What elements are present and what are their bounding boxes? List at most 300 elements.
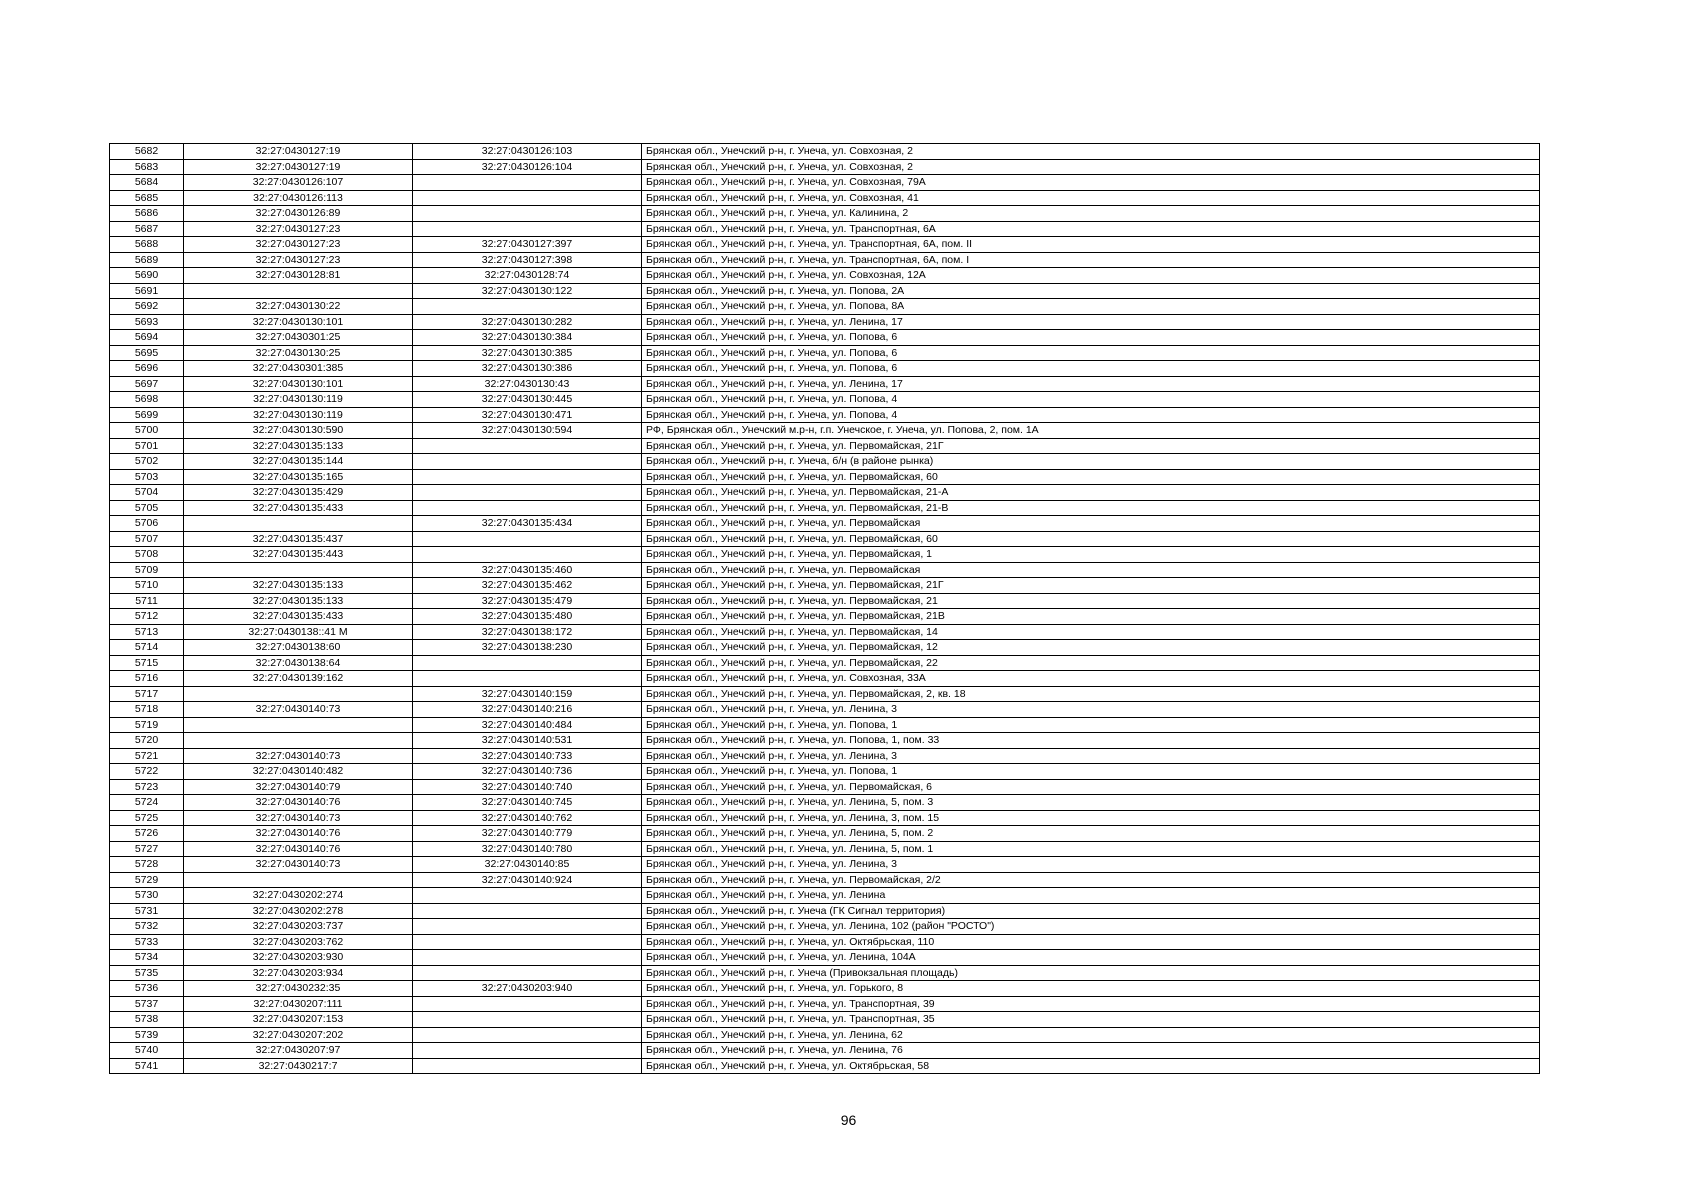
table-row bbox=[110, 609, 1540, 625]
address-cell: Брянская обл., Унечский р-н, г. Унеча, ул. Октябрьская, 110 bbox=[642, 934, 1540, 950]
object-number-cell: 32:27:0430140:159 bbox=[413, 686, 642, 702]
object-number-cell: 32:27:0430140:924 bbox=[413, 872, 642, 888]
parcel-number-cell: 32:27:0430130:101 bbox=[184, 314, 413, 330]
address-cell: Брянская обл., Унечский р-н, г. Унеча, ул. Первомайская, 1 bbox=[642, 547, 1540, 563]
object-number-cell: 32:27:0430138:230 bbox=[413, 640, 642, 656]
object-number-cell: 32:27:0430140:779 bbox=[413, 826, 642, 842]
address-cell: Брянская обл., Унечский р-н, г. Унеча, ул. Первомайская bbox=[642, 516, 1540, 532]
row-number-cell: 5733 bbox=[110, 934, 184, 950]
parcel-number-cell: 32:27:0430140:79 bbox=[184, 779, 413, 795]
address-cell: Брянская обл., Унечский р-н, г. Унеча, ул. Ленина, 17 bbox=[642, 314, 1540, 330]
parcel-number-cell: 32:27:0430127:19 bbox=[184, 159, 413, 175]
parcel-number-cell: 32:27:0430203:934 bbox=[184, 965, 413, 981]
parcel-number-cell: 32:27:0430127:23 bbox=[184, 252, 413, 268]
row-number-cell: 5697 bbox=[110, 376, 184, 392]
parcel-number-cell: 32:27:0430232:35 bbox=[184, 981, 413, 997]
table-row bbox=[110, 159, 1540, 175]
table-row bbox=[110, 857, 1540, 873]
object-number-cell: 32:27:0430130:43 bbox=[413, 376, 642, 392]
table-row bbox=[110, 919, 1540, 935]
table-row bbox=[110, 965, 1540, 981]
table-row bbox=[110, 469, 1540, 485]
parcel-number-cell: 32:27:0430138::41 М bbox=[184, 624, 413, 640]
object-number-cell: 32:27:0430140:216 bbox=[413, 702, 642, 718]
parcel-number-cell: 32:27:0430140:73 bbox=[184, 857, 413, 873]
row-number-cell: 5685 bbox=[110, 190, 184, 206]
parcel-number-cell: 32:27:0430126:107 bbox=[184, 175, 413, 191]
row-number-cell: 5693 bbox=[110, 314, 184, 330]
object-number-cell: 32:27:0430140:780 bbox=[413, 841, 642, 857]
table-row bbox=[110, 423, 1540, 439]
row-number-cell: 5682 bbox=[110, 144, 184, 160]
row-number-cell: 5698 bbox=[110, 392, 184, 408]
row-number-cell: 5687 bbox=[110, 221, 184, 237]
page-number: 96 bbox=[840, 1112, 857, 1128]
row-number-cell: 5719 bbox=[110, 717, 184, 733]
object-number-cell bbox=[413, 469, 642, 485]
table-row bbox=[110, 314, 1540, 330]
parcel-number-cell: 32:27:0430217:7 bbox=[184, 1058, 413, 1074]
parcel-number-cell: 32:27:0430128:81 bbox=[184, 268, 413, 284]
object-number-cell: 32:27:0430203:940 bbox=[413, 981, 642, 997]
address-cell: Брянская обл., Унечский р-н, г. Унеча, ул. Ленина, 3 bbox=[642, 857, 1540, 873]
table-row bbox=[110, 500, 1540, 516]
address-cell: Брянская обл., Унечский р-н, г. Унеча, ул. Ленина, 104А bbox=[642, 950, 1540, 966]
parcel-number-cell: 32:27:0430135:433 bbox=[184, 500, 413, 516]
address-cell: РФ, Брянская обл., Унечский м.р-н, г.п. Унечское, г. Унеча, ул. Попова, 2, пом. 1А bbox=[642, 423, 1540, 439]
object-number-cell bbox=[413, 1027, 642, 1043]
table-row bbox=[110, 872, 1540, 888]
object-number-cell bbox=[413, 1058, 642, 1074]
table-row bbox=[110, 516, 1540, 532]
object-number-cell bbox=[413, 919, 642, 935]
table-row bbox=[110, 299, 1540, 315]
object-number-cell: 32:27:0430126:104 bbox=[413, 159, 642, 175]
table-row bbox=[110, 407, 1540, 423]
row-number-cell: 5731 bbox=[110, 903, 184, 919]
address-cell: Брянская обл., Унечский р-н, г. Унеча, ул. Первомайская, 21-В bbox=[642, 500, 1540, 516]
parcel-number-cell: 32:27:0430139:162 bbox=[184, 671, 413, 687]
address-cell: Брянская обл., Унечский р-н, г. Унеча, ул. Совхозная, 33А bbox=[642, 671, 1540, 687]
table-row bbox=[110, 376, 1540, 392]
row-number-cell: 5715 bbox=[110, 655, 184, 671]
table-row bbox=[110, 826, 1540, 842]
address-cell: Брянская обл., Унечский р-н, г. Унеча, ул. Первомайская, 14 bbox=[642, 624, 1540, 640]
object-number-cell: 32:27:0430126:103 bbox=[413, 144, 642, 160]
parcel-number-cell: 32:27:0430135:433 bbox=[184, 609, 413, 625]
table-row bbox=[110, 640, 1540, 656]
parcel-number-cell: 32:27:0430130:119 bbox=[184, 407, 413, 423]
row-number-cell: 5737 bbox=[110, 996, 184, 1012]
address-cell: Брянская обл., Унечский р-н, г. Унеча, ул. Первомайская, 21 bbox=[642, 593, 1540, 609]
address-cell: Брянская обл., Унечский р-н, г. Унеча, ул. Попова, 6 bbox=[642, 361, 1540, 377]
parcel-number-cell: 32:27:0430135:443 bbox=[184, 547, 413, 563]
address-cell: Брянская обл., Унечский р-н, г. Унеча, ул. Первомайская, 60 bbox=[642, 531, 1540, 547]
row-number-cell: 5727 bbox=[110, 841, 184, 857]
row-number-cell: 5701 bbox=[110, 438, 184, 454]
row-number-cell: 5730 bbox=[110, 888, 184, 904]
address-cell: Брянская обл., Унечский р-н, г. Унеча, ул. Ленина, 3, пом. 15 bbox=[642, 810, 1540, 826]
table-row bbox=[110, 671, 1540, 687]
parcel-number-cell: 32:27:0430127:19 bbox=[184, 144, 413, 160]
parcel-number-cell: 32:27:0430135:133 bbox=[184, 438, 413, 454]
object-number-cell: 32:27:0430130:386 bbox=[413, 361, 642, 377]
table-row bbox=[110, 748, 1540, 764]
object-number-cell bbox=[413, 221, 642, 237]
object-number-cell: 32:27:0430130:384 bbox=[413, 330, 642, 346]
table-row bbox=[110, 934, 1540, 950]
row-number-cell: 5705 bbox=[110, 500, 184, 516]
table-row bbox=[110, 779, 1540, 795]
row-number-cell: 5717 bbox=[110, 686, 184, 702]
object-number-cell bbox=[413, 934, 642, 950]
table-row bbox=[110, 144, 1540, 160]
address-cell: Брянская обл., Унечский р-н, г. Унеча, ул. Попова, 4 bbox=[642, 407, 1540, 423]
object-number-cell bbox=[413, 903, 642, 919]
table-row bbox=[110, 237, 1540, 253]
object-number-cell: 32:27:0430135:462 bbox=[413, 578, 642, 594]
row-number-cell: 5686 bbox=[110, 206, 184, 222]
address-cell: Брянская обл., Унечский р-н, г. Унеча, ул. Первомайская, 21Г bbox=[642, 578, 1540, 594]
row-number-cell: 5699 bbox=[110, 407, 184, 423]
row-number-cell: 5724 bbox=[110, 795, 184, 811]
address-cell: Брянская обл., Унечский р-н, г. Унеча, ул. Попова, 1 bbox=[642, 764, 1540, 780]
object-number-cell: 32:27:0430135:434 bbox=[413, 516, 642, 532]
row-number-cell: 5734 bbox=[110, 950, 184, 966]
parcel-number-cell: 32:27:0430138:60 bbox=[184, 640, 413, 656]
parcel-number-cell: 32:27:0430202:274 bbox=[184, 888, 413, 904]
object-number-cell: 32:27:0430135:480 bbox=[413, 609, 642, 625]
address-cell: Брянская обл., Унечский р-н, г. Унеча, ул. Транспортная, 35 bbox=[642, 1012, 1540, 1028]
parcel-number-cell: 32:27:0430140:482 bbox=[184, 764, 413, 780]
object-number-cell bbox=[413, 888, 642, 904]
address-cell: Брянская обл., Унечский р-н, г. Унеча, ул. Транспортная, 39 bbox=[642, 996, 1540, 1012]
object-number-cell: 32:27:0430140:736 bbox=[413, 764, 642, 780]
object-number-cell bbox=[413, 965, 642, 981]
table-row bbox=[110, 841, 1540, 857]
address-cell: Брянская обл., Унечский р-н, г. Унеча, ул. Ленина, 62 bbox=[642, 1027, 1540, 1043]
parcel-number-cell: 32:27:0430130:22 bbox=[184, 299, 413, 315]
table-row bbox=[110, 578, 1540, 594]
parcel-number-cell: 32:27:0430207:153 bbox=[184, 1012, 413, 1028]
address-cell: Брянская обл., Унечский р-н, г. Унеча, ул. Калинина, 2 bbox=[642, 206, 1540, 222]
object-number-cell bbox=[413, 1012, 642, 1028]
object-number-cell: 32:27:0430127:397 bbox=[413, 237, 642, 253]
address-cell: Брянская обл., Унечский р-н, г. Унеча, ул. Ленина, 76 bbox=[642, 1043, 1540, 1059]
table-row bbox=[110, 1043, 1540, 1059]
table-row bbox=[110, 764, 1540, 780]
parcel-number-cell: 32:27:0430135:437 bbox=[184, 531, 413, 547]
table-row bbox=[110, 733, 1540, 749]
parcel-number-cell: 32:27:0430130:590 bbox=[184, 423, 413, 439]
row-number-cell: 5696 bbox=[110, 361, 184, 377]
parcel-number-cell: 32:27:0430135:144 bbox=[184, 454, 413, 470]
address-cell: Брянская обл., Унечский р-н, г. Унеча, ул. Первомайская, 2, кв. 18 bbox=[642, 686, 1540, 702]
address-cell: Брянская обл., Унечский р-н, г. Унеча, ул. Ленина, 3 bbox=[642, 702, 1540, 718]
row-number-cell: 5707 bbox=[110, 531, 184, 547]
table-row bbox=[110, 190, 1540, 206]
object-number-cell: 32:27:0430140:85 bbox=[413, 857, 642, 873]
row-number-cell: 5738 bbox=[110, 1012, 184, 1028]
address-cell: Брянская обл., Унечский р-н, г. Унеча, ул. Первомайская, 6 bbox=[642, 779, 1540, 795]
address-cell: Брянская обл., Унечский р-н, г. Унеча, ул. Ленина, 3 bbox=[642, 748, 1540, 764]
table-body bbox=[110, 144, 1540, 1074]
parcel-number-cell: 32:27:0430126:113 bbox=[184, 190, 413, 206]
address-cell: Брянская обл., Унечский р-н, г. Унеча, ул. Попова, 1, пом. 33 bbox=[642, 733, 1540, 749]
address-cell: Брянская обл., Унечский р-н, г. Унеча, ул. Транспортная, 6А bbox=[642, 221, 1540, 237]
parcel-number-cell bbox=[184, 717, 413, 733]
object-number-cell: 32:27:0430140:531 bbox=[413, 733, 642, 749]
row-number-cell: 5695 bbox=[110, 345, 184, 361]
parcel-number-cell: 32:27:0430140:73 bbox=[184, 748, 413, 764]
row-number-cell: 5732 bbox=[110, 919, 184, 935]
table-row bbox=[110, 950, 1540, 966]
parcel-number-cell: 32:27:0430140:76 bbox=[184, 795, 413, 811]
object-number-cell: 32:27:0430130:385 bbox=[413, 345, 642, 361]
parcel-number-cell: 32:27:0430301:25 bbox=[184, 330, 413, 346]
row-number-cell: 5690 bbox=[110, 268, 184, 284]
parcel-number-cell: 32:27:0430203:737 bbox=[184, 919, 413, 935]
object-number-cell bbox=[413, 950, 642, 966]
parcel-number-cell: 32:27:0430207:97 bbox=[184, 1043, 413, 1059]
address-cell: Брянская обл., Унечский р-н, г. Унеча, ул. Попова, 4 bbox=[642, 392, 1540, 408]
row-number-cell: 5691 bbox=[110, 283, 184, 299]
row-number-cell: 5741 bbox=[110, 1058, 184, 1074]
address-cell: Брянская обл., Унечский р-н, г. Унеча, ул. Ленина, 5, пом. 1 bbox=[642, 841, 1540, 857]
object-number-cell bbox=[413, 206, 642, 222]
parcel-number-cell bbox=[184, 283, 413, 299]
table-row bbox=[110, 593, 1540, 609]
table-row bbox=[110, 268, 1540, 284]
row-number-cell: 5689 bbox=[110, 252, 184, 268]
table-row bbox=[110, 454, 1540, 470]
table-row bbox=[110, 624, 1540, 640]
row-number-cell: 5694 bbox=[110, 330, 184, 346]
address-cell: Брянская обл., Унечский р-н, г. Унеча, ул. Попова, 8А bbox=[642, 299, 1540, 315]
object-number-cell bbox=[413, 485, 642, 501]
row-number-cell: 5716 bbox=[110, 671, 184, 687]
row-number-cell: 5684 bbox=[110, 175, 184, 191]
row-number-cell: 5709 bbox=[110, 562, 184, 578]
parcel-number-cell: 32:27:0430135:429 bbox=[184, 485, 413, 501]
row-number-cell: 5704 bbox=[110, 485, 184, 501]
parcel-number-cell: 32:27:0430135:133 bbox=[184, 593, 413, 609]
row-number-cell: 5710 bbox=[110, 578, 184, 594]
row-number-cell: 5736 bbox=[110, 981, 184, 997]
address-cell: Брянская обл., Унечский р-н, г. Унеча, ул. Транспортная, 6А, пом. II bbox=[642, 237, 1540, 253]
address-cell: Брянская обл., Унечский р-н, г. Унеча (ГК Сигнал территория) bbox=[642, 903, 1540, 919]
parcel-number-cell: 32:27:0430207:111 bbox=[184, 996, 413, 1012]
address-cell: Брянская обл., Унечский р-н, г. Унеча, ул. Октябрьская, 58 bbox=[642, 1058, 1540, 1074]
address-cell: Брянская обл., Унечский р-н, г. Унеча, ул. Совхозная, 41 bbox=[642, 190, 1540, 206]
address-cell: Брянская обл., Унечский р-н, г. Унеча, ул. Ленина, 5, пом. 2 bbox=[642, 826, 1540, 842]
object-number-cell: 32:27:0430135:460 bbox=[413, 562, 642, 578]
table-row bbox=[110, 702, 1540, 718]
parcel-number-cell: 32:27:0430140:73 bbox=[184, 702, 413, 718]
object-number-cell: 32:27:0430135:479 bbox=[413, 593, 642, 609]
row-number-cell: 5721 bbox=[110, 748, 184, 764]
parcel-number-cell: 32:27:0430203:762 bbox=[184, 934, 413, 950]
table-row bbox=[110, 1058, 1540, 1074]
parcel-number-cell: 32:27:0430301:385 bbox=[184, 361, 413, 377]
row-number-cell: 5700 bbox=[110, 423, 184, 439]
table-row bbox=[110, 888, 1540, 904]
parcel-number-cell bbox=[184, 872, 413, 888]
address-cell: Брянская обл., Унечский р-н, г. Унеча (Привокзальная площадь) bbox=[642, 965, 1540, 981]
parcel-number-cell: 32:27:0430127:23 bbox=[184, 237, 413, 253]
address-cell: Брянская обл., Унечский р-н, г. Унеча, ул. Ленина bbox=[642, 888, 1540, 904]
row-number-cell: 5712 bbox=[110, 609, 184, 625]
address-cell: Брянская обл., Унечский р-н, г. Унеча, ул. Транспортная, 6А, пом. I bbox=[642, 252, 1540, 268]
row-number-cell: 5692 bbox=[110, 299, 184, 315]
parcel-number-cell: 32:27:0430130:101 bbox=[184, 376, 413, 392]
object-number-cell bbox=[413, 175, 642, 191]
row-number-cell: 5722 bbox=[110, 764, 184, 780]
table-row bbox=[110, 252, 1540, 268]
object-number-cell: 32:27:0430130:471 bbox=[413, 407, 642, 423]
row-number-cell: 5726 bbox=[110, 826, 184, 842]
address-cell: Брянская обл., Унечский р-н, г. Унеча, ул. Первомайская bbox=[642, 562, 1540, 578]
parcel-number-cell bbox=[184, 686, 413, 702]
address-cell: Брянская обл., Унечский р-н, г. Унеча, ул. Совхозная, 2 bbox=[642, 144, 1540, 160]
address-cell: Брянская обл., Унечский р-н, г. Унеча, б/н (в районе рынка) bbox=[642, 454, 1540, 470]
row-number-cell: 5740 bbox=[110, 1043, 184, 1059]
parcel-number-cell bbox=[184, 733, 413, 749]
parcel-number-cell: 32:27:0430140:73 bbox=[184, 810, 413, 826]
object-number-cell: 32:27:0430140:740 bbox=[413, 779, 642, 795]
parcel-number-cell: 32:27:0430127:23 bbox=[184, 221, 413, 237]
table-row bbox=[110, 717, 1540, 733]
table-row bbox=[110, 531, 1540, 547]
address-cell: Брянская обл., Унечский р-н, г. Унеча, ул. Ленина, 17 bbox=[642, 376, 1540, 392]
row-number-cell: 5706 bbox=[110, 516, 184, 532]
object-number-cell: 32:27:0430128:74 bbox=[413, 268, 642, 284]
parcel-number-cell: 32:27:0430140:76 bbox=[184, 826, 413, 842]
table-row bbox=[110, 175, 1540, 191]
object-number-cell bbox=[413, 1043, 642, 1059]
address-cell: Брянская обл., Унечский р-н, г. Унеча, ул. Попова, 2А bbox=[642, 283, 1540, 299]
object-number-cell bbox=[413, 547, 642, 563]
row-number-cell: 5739 bbox=[110, 1027, 184, 1043]
address-cell: Брянская обл., Унечский р-н, г. Унеча, ул. Совхозная, 79А bbox=[642, 175, 1540, 191]
parcel-number-cell bbox=[184, 562, 413, 578]
row-number-cell: 5708 bbox=[110, 547, 184, 563]
object-number-cell: 32:27:0430140:762 bbox=[413, 810, 642, 826]
row-number-cell: 5683 bbox=[110, 159, 184, 175]
table-row bbox=[110, 221, 1540, 237]
address-cell: Брянская обл., Унечский р-н, г. Унеча, ул. Первомайская, 21-А bbox=[642, 485, 1540, 501]
table-row bbox=[110, 996, 1540, 1012]
address-cell: Брянская обл., Унечский р-н, г. Унеча, ул. Попова, 6 bbox=[642, 345, 1540, 361]
table-row bbox=[110, 686, 1540, 702]
object-number-cell bbox=[413, 299, 642, 315]
address-cell: Брянская обл., Унечский р-н, г. Унеча, ул. Первомайская, 12 bbox=[642, 640, 1540, 656]
object-number-cell: 32:27:0430140:733 bbox=[413, 748, 642, 764]
parcel-number-cell: 32:27:0430207:202 bbox=[184, 1027, 413, 1043]
parcel-number-cell: 32:27:0430135:165 bbox=[184, 469, 413, 485]
address-cell: Брянская обл., Унечский р-н, г. Унеча, ул. Первомайская, 2/2 bbox=[642, 872, 1540, 888]
row-number-cell: 5720 bbox=[110, 733, 184, 749]
parcel-number-cell: 32:27:0430130:119 bbox=[184, 392, 413, 408]
table-row bbox=[110, 1027, 1540, 1043]
address-cell: Брянская обл., Унечский р-н, г. Унеча, ул. Совхозная, 2 bbox=[642, 159, 1540, 175]
object-number-cell bbox=[413, 454, 642, 470]
table-row bbox=[110, 810, 1540, 826]
address-cell: Брянская обл., Унечский р-н, г. Унеча, ул. Совхозная, 12А bbox=[642, 268, 1540, 284]
parcel-number-cell: 32:27:0430140:76 bbox=[184, 841, 413, 857]
table-row bbox=[110, 562, 1540, 578]
row-number-cell: 5688 bbox=[110, 237, 184, 253]
row-number-cell: 5729 bbox=[110, 872, 184, 888]
table-row bbox=[110, 361, 1540, 377]
address-cell: Брянская обл., Унечский р-н, г. Унеча, ул. Ленина, 5, пом. 3 bbox=[642, 795, 1540, 811]
object-number-cell: 32:27:0430130:594 bbox=[413, 423, 642, 439]
object-number-cell bbox=[413, 500, 642, 516]
object-number-cell: 32:27:0430140:484 bbox=[413, 717, 642, 733]
parcel-number-cell: 32:27:0430126:89 bbox=[184, 206, 413, 222]
table-row bbox=[110, 655, 1540, 671]
object-number-cell: 32:27:0430138:172 bbox=[413, 624, 642, 640]
address-cell: Брянская обл., Унечский р-н, г. Унеча, ул. Первомайская, 22 bbox=[642, 655, 1540, 671]
table-row bbox=[110, 1012, 1540, 1028]
property-registry-table bbox=[109, 143, 1540, 1074]
object-number-cell bbox=[413, 531, 642, 547]
address-cell: Брянская обл., Унечский р-н, г. Унеча, ул. Горького, 8 bbox=[642, 981, 1540, 997]
address-cell: Брянская обл., Унечский р-н, г. Унеча, ул. Первомайская, 21Г bbox=[642, 438, 1540, 454]
parcel-number-cell: 32:27:0430130:25 bbox=[184, 345, 413, 361]
parcel-number-cell: 32:27:0430203:930 bbox=[184, 950, 413, 966]
table-row bbox=[110, 330, 1540, 346]
object-number-cell: 32:27:0430140:745 bbox=[413, 795, 642, 811]
table-row bbox=[110, 981, 1540, 997]
address-cell: Брянская обл., Унечский р-н, г. Унеча, ул. Попова, 1 bbox=[642, 717, 1540, 733]
object-number-cell bbox=[413, 655, 642, 671]
parcel-number-cell: 32:27:0430202:278 bbox=[184, 903, 413, 919]
table-row bbox=[110, 485, 1540, 501]
row-number-cell: 5703 bbox=[110, 469, 184, 485]
address-cell: Брянская обл., Унечский р-н, г. Унеча, ул. Первомайская, 21В bbox=[642, 609, 1540, 625]
row-number-cell: 5702 bbox=[110, 454, 184, 470]
object-number-cell bbox=[413, 438, 642, 454]
row-number-cell: 5723 bbox=[110, 779, 184, 795]
row-number-cell: 5718 bbox=[110, 702, 184, 718]
object-number-cell: 32:27:0430130:122 bbox=[413, 283, 642, 299]
parcel-number-cell: 32:27:0430138:64 bbox=[184, 655, 413, 671]
address-cell: Брянская обл., Унечский р-н, г. Унеча, ул. Ленина, 102 (район "РОСТО") bbox=[642, 919, 1540, 935]
table-row bbox=[110, 206, 1540, 222]
parcel-number-cell: 32:27:0430135:133 bbox=[184, 578, 413, 594]
table-row bbox=[110, 283, 1540, 299]
object-number-cell: 32:27:0430130:282 bbox=[413, 314, 642, 330]
row-number-cell: 5713 bbox=[110, 624, 184, 640]
object-number-cell: 32:27:0430130:445 bbox=[413, 392, 642, 408]
table-row bbox=[110, 345, 1540, 361]
object-number-cell bbox=[413, 671, 642, 687]
address-cell: Брянская обл., Унечский р-н, г. Унеча, ул. Первомайская, 60 bbox=[642, 469, 1540, 485]
row-number-cell: 5711 bbox=[110, 593, 184, 609]
row-number-cell: 5725 bbox=[110, 810, 184, 826]
row-number-cell: 5728 bbox=[110, 857, 184, 873]
table-row bbox=[110, 547, 1540, 563]
address-cell: Брянская обл., Унечский р-н, г. Унеча, ул. Попова, 6 bbox=[642, 330, 1540, 346]
parcel-number-cell bbox=[184, 516, 413, 532]
table-row bbox=[110, 392, 1540, 408]
table-row bbox=[110, 903, 1540, 919]
object-number-cell: 32:27:0430127:398 bbox=[413, 252, 642, 268]
row-number-cell: 5714 bbox=[110, 640, 184, 656]
object-number-cell bbox=[413, 190, 642, 206]
table-row bbox=[110, 795, 1540, 811]
